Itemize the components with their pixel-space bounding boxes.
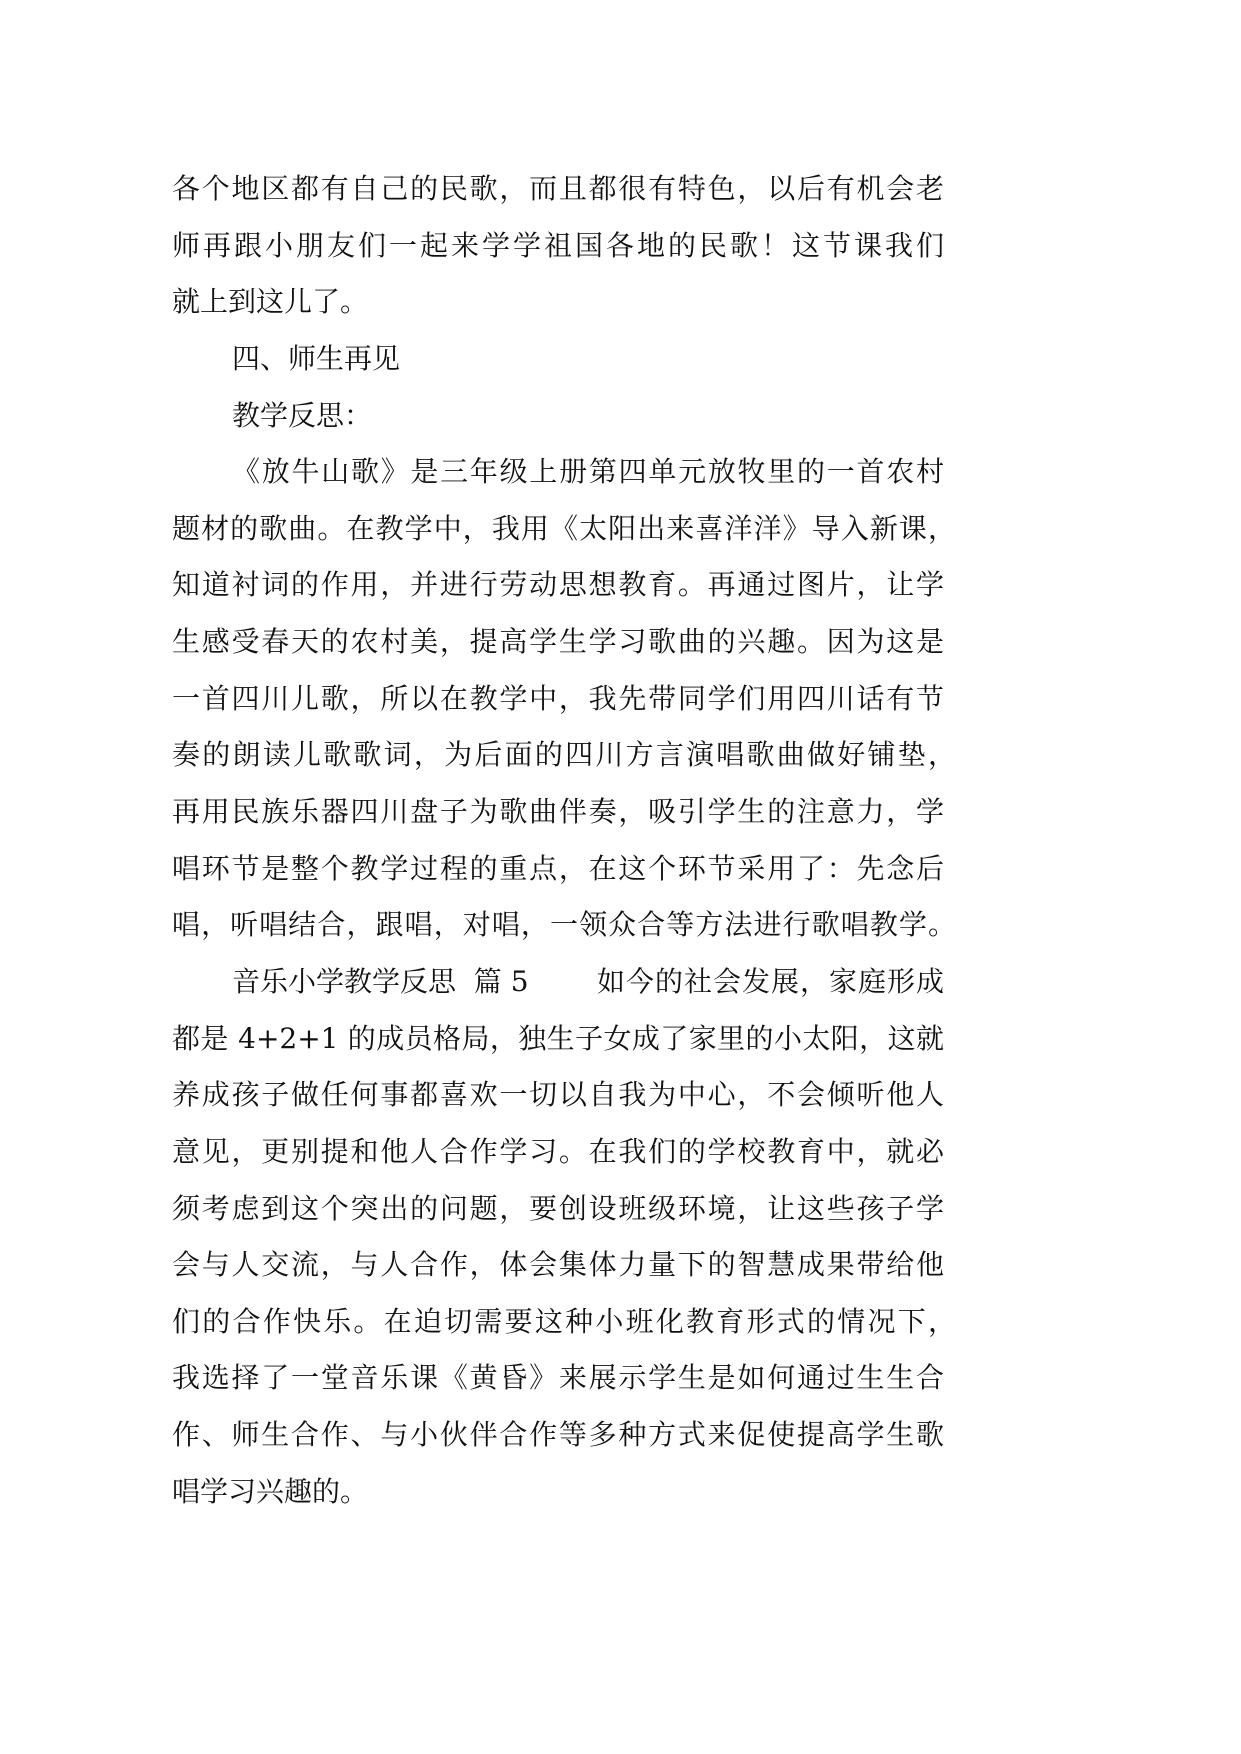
section-heading: 四、师生再见 — [232, 341, 401, 375]
text-line: 须考虑到这个突出的问题，要创设班级环境，让这些孩子学 — [172, 1191, 944, 1225]
text-line: 再用民族乐器四川盘子为歌曲伴奏，吸引学生的注意力，学 — [172, 795, 944, 829]
text-line: 意见，更别提和他人合作学习。在我们的学校教育中，就必 — [172, 1134, 944, 1168]
text-line: 奏的朗读儿歌歌词，为后面的四川方言演唱歌曲做好铺垫， — [172, 738, 956, 772]
text-line: 《放牛山歌》是三年级上册第四单元放牧里的一首农村 — [232, 455, 944, 489]
text-line: 们的合作快乐。在迫切需要这种小班化教育形式的情况下， — [172, 1304, 956, 1338]
text-line: 养成孩子做任何事都喜欢一切以自我为中心，不会倾听他人 — [172, 1078, 944, 1112]
text-line: 都是 4+2+1 的成员格局，独生子女成了家里的小太阳，这就 — [172, 1021, 944, 1055]
text-line: 唱环节是整个教学过程的重点，在这个环节采用了：先念后 — [172, 851, 944, 885]
text-line: 我选择了一堂音乐课《黄昏》来展示学生是如何通过生生合 — [172, 1361, 944, 1395]
text-line: 师再跟小朋友们一起来学学祖国各地的民歌！这节课我们 — [172, 228, 944, 262]
text-line: 唱学习兴趣的。 — [172, 1474, 369, 1508]
text-line: 各个地区都有自己的民歌，而且都很有特色，以后有机会老 — [172, 172, 944, 205]
text-line: 会与人交流，与人合作，体会集体力量下的智慧成果带给他 — [172, 1248, 944, 1282]
text-line: 作、师生合作、与小伙伴合作等多种方式来促使提高学生歌 — [172, 1418, 944, 1452]
document-body — [172, 161, 956, 1520]
article-heading: 音乐小学教学反思 篇 5 — [232, 964, 529, 998]
text-line: 如今的社会发展，家庭形成 — [597, 964, 944, 998]
text-line: 就上到这儿了。 — [172, 285, 369, 319]
reflection-heading: 教学反思： — [232, 398, 373, 432]
article-heading-line — [172, 954, 944, 1011]
text-line: 知道衬词的作用，并进行劳动思想教育。再通过图片，让学 — [172, 568, 944, 602]
text-line: 题材的歌曲。在教学中，我用《太阳出来喜洋洋》导入新课， — [172, 511, 956, 545]
text-line: 生感受春天的农村美，提高学生学习歌曲的兴趣。因为这是 — [172, 625, 944, 659]
text-line: 唱，听唱结合，跟唱，对唱，一领众合等方法进行歌唱教学。 — [172, 908, 956, 942]
text-line: 一首四川儿歌，所以在教学中，我先带同学们用四川话有节 — [172, 681, 944, 715]
